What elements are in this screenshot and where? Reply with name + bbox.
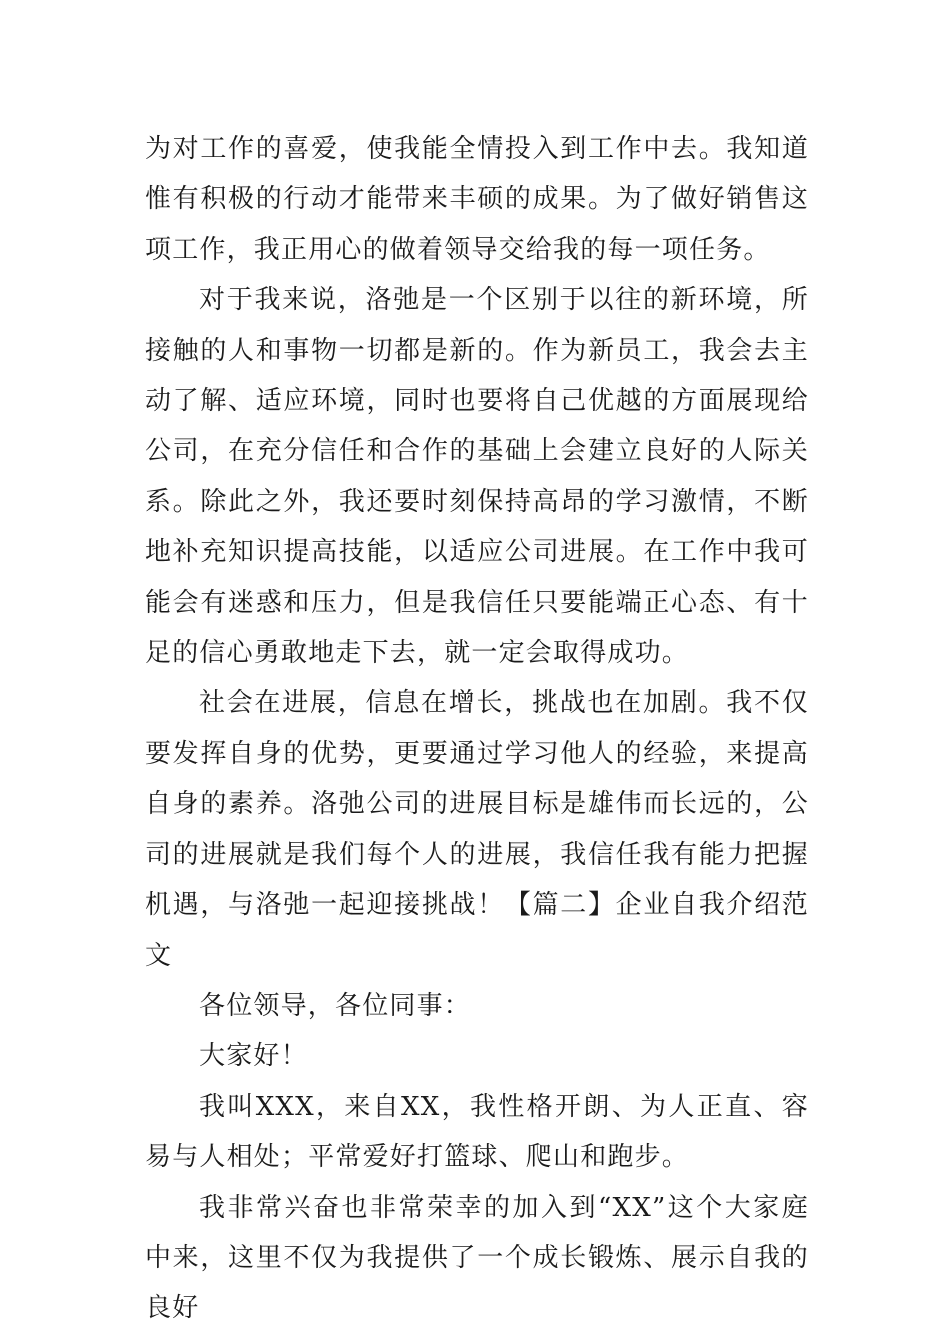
paragraph-7: 我非常兴奋也非常荣幸的加入到“XX”这个大家庭中来，这里不仅为我提供了一个成长锻炼、展示自我的良好 (145, 1192, 809, 1324)
paragraph-6-intro: 我叫XXX，来自XX，我性格开朗、为人正直、容易与人相处；平常爱好打篮球、爬山和跑步。 (145, 1091, 809, 1173)
paragraph-5-hello: 大家好！ (199, 1041, 308, 1072)
document-body (145, 124, 809, 1334)
paragraph-4-greeting: 各位领导，各位同事： (199, 990, 472, 1021)
paragraph-1: 为对工作的喜爱，使我能全情投入到工作中去。我知道惟有积极的行动才能带来丰硕的成果。为了做好销售这项工作，我正用心的做着领导交给我的每一项任务。 (145, 134, 809, 265)
paragraph-2: 对于我来说，洛弛是一个区别于以往的新环境，所接触的人和事物一切都是新的。作为新员工，我会去主动了解、适应环境，同时也要将自己优越的方面展现给公司，在充分信任和合作的基础上会建立良好的人际关系。除此之外，我还要时刻保持高昂的学习激情，不断地补充知识提高技能，以适应公司进展。在工作中我可能会有迷惑和压力，但是我信任只要能端正心态、有十足的信心勇敢地走下去，就一定会取得成功。 (145, 285, 809, 669)
paragraph-3: 社会在进展，信息在增长，挑战也在加剧。我不仅要发挥自身的优势，更要通过学习他人的经验，来提高自身的素养。洛弛公司的进展目标是雄伟而长远的，公司的进展就是我们每个人的进展，我信任我有能力把握机遇，与洛弛一起迎接挑战！【篇二】企业自我介绍范文 (145, 688, 809, 971)
